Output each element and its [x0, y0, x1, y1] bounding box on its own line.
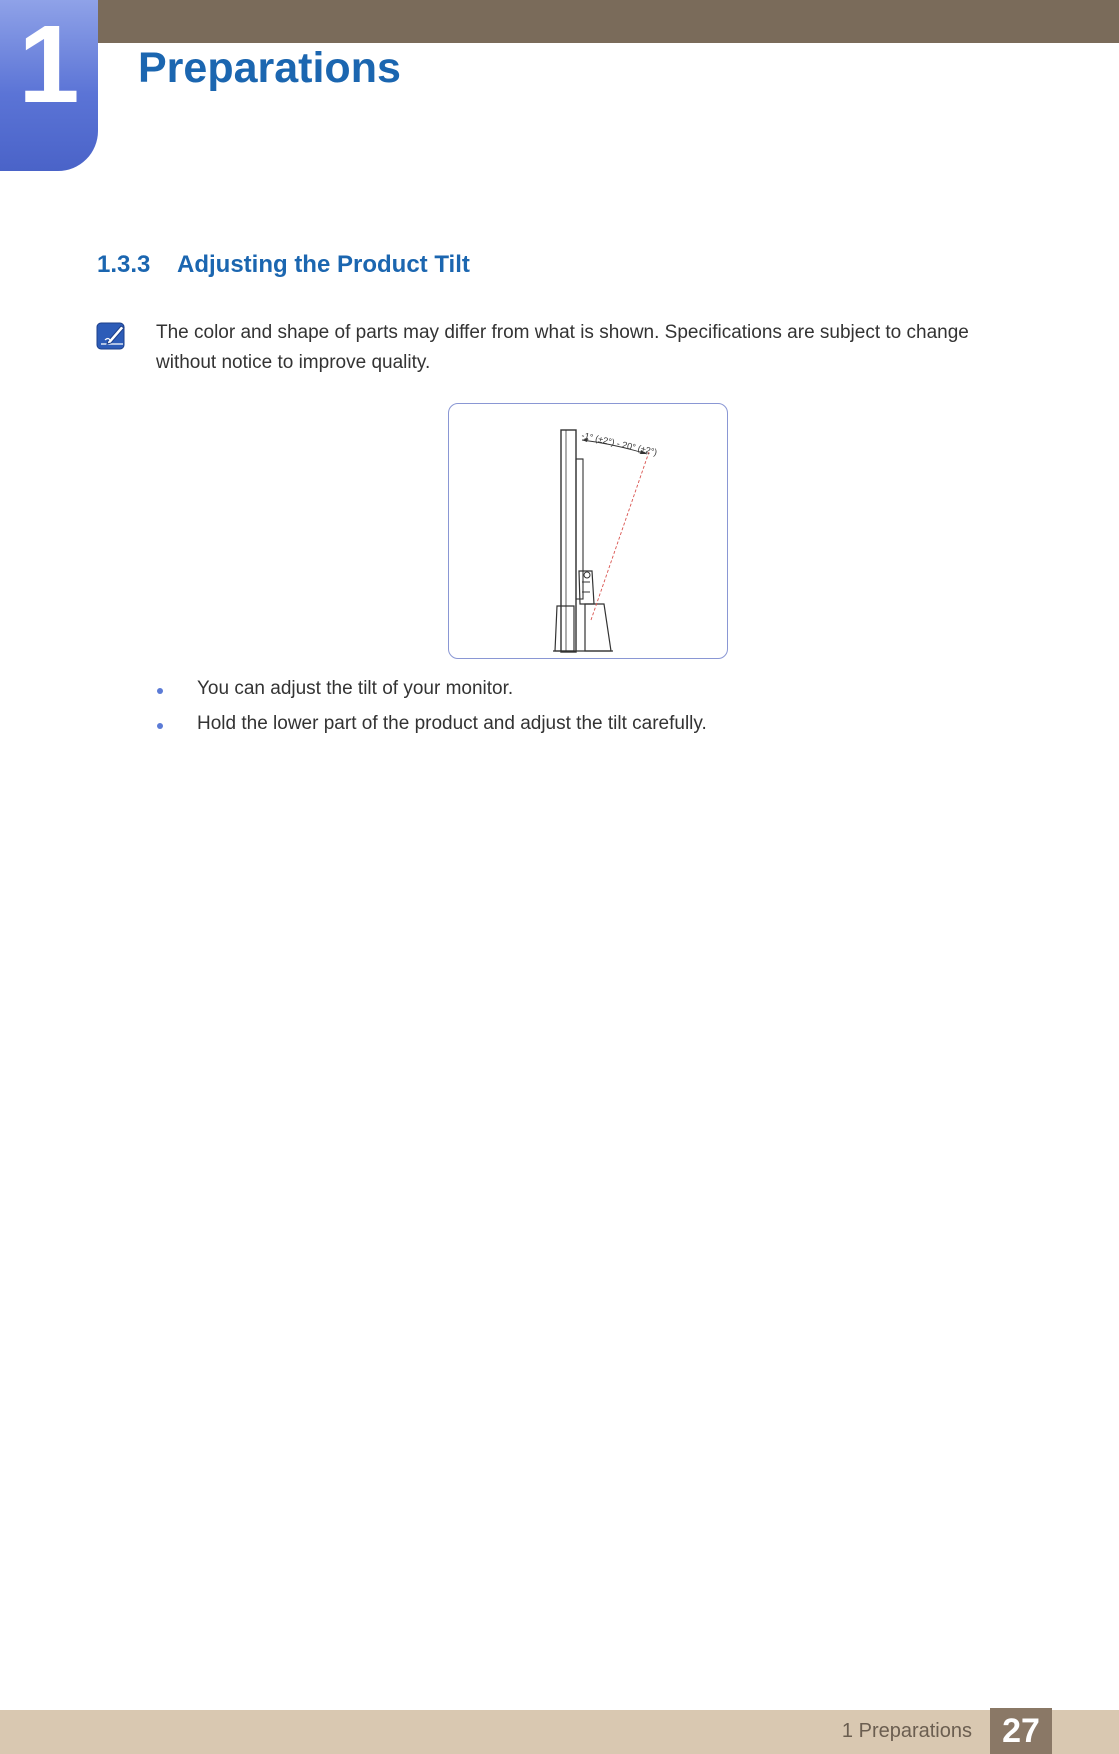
- section-heading: [97, 251, 470, 279]
- section-title: Adjusting the Product Tilt: [177, 251, 470, 278]
- header-bar: [0, 0, 1119, 43]
- chapter-title: Preparations: [138, 44, 401, 92]
- tilt-angle-line: [591, 452, 649, 620]
- section-number: 1.3.3: [97, 251, 151, 278]
- note-pen-icon: [96, 320, 128, 352]
- chapter-number-tab: 1: [0, 0, 98, 171]
- bullet-icon: [157, 688, 163, 694]
- note-text: The color and shape of parts may differ from what is shown. Specifications are subject to change without notice to improve quality.: [156, 322, 969, 373]
- tilt-range-label: -1° (±2°) - 20° (±2°): [580, 430, 659, 458]
- stand-base-right: [585, 604, 611, 651]
- list-item: Hold the lower part of the product and adjust the tilt carefully.: [156, 712, 707, 736]
- bullet-list: [156, 677, 707, 747]
- monitor-side-view: [449, 404, 729, 660]
- page-number: 27: [990, 1708, 1052, 1754]
- stand-base-left: [555, 606, 574, 651]
- footer-chapter-label: 1 Preparations: [841, 1720, 972, 1742]
- list-item: You can adjust the tilt of your monitor.: [156, 677, 707, 701]
- bullet-icon: [157, 723, 163, 729]
- tilt-illustration: [448, 403, 728, 659]
